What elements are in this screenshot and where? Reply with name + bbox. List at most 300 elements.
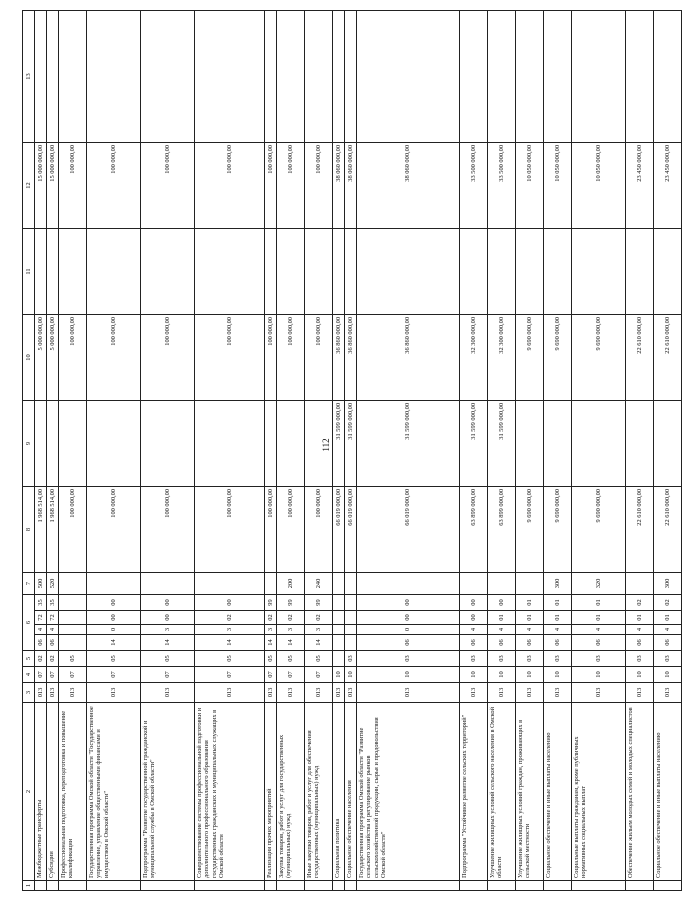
table-row [277,10,305,890]
amount-cell [59,400,87,486]
target-article-part-cell: 35 [35,594,47,610]
target-article-part-cell: 14 [265,635,277,651]
amount-cell [47,400,59,486]
target-article-part-cell: 06 [626,635,654,651]
header-cell: 2 [23,703,35,881]
page-number: 112 [321,438,331,452]
subsection-code-cell: 05 [141,651,195,667]
blank-cell [488,881,516,891]
target-article-part-cell: 06 [572,635,626,651]
expense-type-cell: 320 [572,572,626,594]
section-code-cell: 07 [265,667,277,683]
table-row [572,10,626,890]
target-article-part-cell: 01 [516,594,544,610]
table-row [654,10,682,890]
amount-cell [516,10,544,142]
target-article-part-cell: 02 [195,611,265,625]
amount-cell: 9 690 000,00 [516,314,544,400]
section-code-cell: 07 [87,667,141,683]
target-article-part-cell: 14 [277,635,305,651]
section-code-cell: 07 [195,667,265,683]
target-article-part-cell: 14 [195,635,265,651]
header-cell: 12 [23,142,35,228]
amount-cell [265,228,277,314]
item-name-cell: Совершенствование системы профессиональной подготовки и дополнительного профессионального образования государственных гражданских и муниципальных служащих в Омской области [195,703,265,881]
expense-type-cell [460,572,488,594]
ministry-code-cell: 013 [357,683,460,703]
subsection-code-cell: 03 [357,651,460,667]
expense-type-cell: 200 [277,572,305,594]
target-article-part-cell [333,611,345,625]
amount-cell: 100 000,00 [141,142,195,228]
table-row [59,10,87,890]
amount-cell: 66 019 000,00 [357,486,460,572]
item-name-cell: Социальное обеспечение и иные выплаты населению [654,703,682,881]
table-row [141,10,195,890]
table-row [305,10,333,890]
ministry-code-cell: 013 [59,683,87,703]
item-name-cell: Субсидии [47,703,59,881]
amount-cell: 9 690 000,00 [572,486,626,572]
target-article-part-cell: 4 [572,625,626,635]
header-cell: 1 [23,881,35,891]
target-article-part-cell [333,625,345,635]
target-article-part-cell: 06 [357,635,460,651]
target-article-part-cell: 0 [357,625,460,635]
item-name-cell: Государственная программа Омской области "Развитие сельского хозяйства и регулирование рынков сельскохозяйственной продукции, сырья и продовольствия Омской области" [357,703,460,881]
amount-cell [516,228,544,314]
header-cell: 10 [23,314,35,400]
blank-cell [35,881,47,891]
target-article-part-cell: 72 [47,611,59,625]
amount-cell [544,228,572,314]
amount-cell [265,10,277,142]
amount-cell: 15 000 000,00 [47,142,59,228]
subsection-code-cell: 05 [305,651,333,667]
amount-cell [59,228,87,314]
amount-cell [87,228,141,314]
amount-cell [87,10,141,142]
target-article-part-cell: 06 [47,635,59,651]
amount-cell: 22 610 000,00 [654,486,682,572]
target-article-part-cell: 00 [141,594,195,610]
section-code-cell: 10 [516,667,544,683]
amount-cell [572,228,626,314]
amount-cell [141,10,195,142]
amount-cell [333,10,345,142]
amount-cell: 15 000 000,00 [35,142,47,228]
amount-cell: 23 450 000,00 [626,142,654,228]
amount-cell: 9 690 000,00 [544,486,572,572]
expense-type-cell: 300 [654,572,682,594]
item-name-cell: Улучшение жилищных условий граждан, проживающих в сельской местности [516,703,544,881]
target-article-part-cell: 06 [460,635,488,651]
subsection-code-cell: 03 [654,651,682,667]
section-code-cell: 07 [59,667,87,683]
amount-cell: 31 599 000,00 [333,400,345,486]
ministry-code-cell: 013 [333,683,345,703]
expense-type-cell [345,572,357,594]
item-name-cell: Государственная программа Омской области "Государственное управление, управление общественными финансами и имуществом в Омской области" [87,703,141,881]
item-name-cell: Социальное обеспечение и иные выплаты населению [544,703,572,881]
budget-table [22,10,682,891]
table-row [345,10,357,890]
item-name-cell: Подпрограмма "Развитие государственной гражданской и муниципальной службы в Омской области" [141,703,195,881]
item-name-cell: Обеспечение жильем молодых семей и молодых специалистов [626,703,654,881]
target-article-part-cell [59,611,87,625]
subsection-code-cell [333,651,345,667]
amount-cell [572,10,626,142]
target-article-part-cell [59,625,87,635]
target-article-part-cell: 06 [544,635,572,651]
target-article-part-cell: 14 [141,635,195,651]
target-article-part-cell: 4 [35,625,47,635]
table-row [35,10,47,890]
target-article-part-cell: 00 [195,594,265,610]
ministry-code-cell: 013 [626,683,654,703]
amount-cell: 32 300 000,00 [488,314,516,400]
blank-cell [626,881,654,891]
expense-type-cell: 500 [35,572,47,594]
amount-cell [305,228,333,314]
header-cell: 4 [23,667,35,683]
ministry-code-cell: 013 [544,683,572,703]
amount-cell: 100 000,00 [59,142,87,228]
target-article-part-cell: 35 [47,594,59,610]
amount-cell: 33 500 000,00 [460,142,488,228]
section-code-cell: 10 [357,667,460,683]
section-code-cell: 07 [305,667,333,683]
blank-cell [195,881,265,891]
section-code-cell: 10 [544,667,572,683]
item-name-cell: Иные закупки товаров, работ и услуг для обеспечения государственных (муниципальных) нужд [305,703,333,881]
section-code-cell: 10 [345,667,357,683]
amount-cell: 100 000,00 [277,314,305,400]
amount-cell [654,10,682,142]
expense-type-cell [488,572,516,594]
amount-cell [516,400,544,486]
ministry-code-cell: 013 [35,683,47,703]
table-row [333,10,345,890]
amount-cell [141,228,195,314]
amount-cell [626,228,654,314]
section-code-cell: 07 [47,667,59,683]
item-name-cell: Подпрограмма "Устойчивое развитие сельских территорий" [460,703,488,881]
amount-cell [654,228,682,314]
amount-cell [654,400,682,486]
target-article-part-cell: 99 [265,594,277,610]
target-article-part-cell: 3 [195,625,265,635]
amount-cell: 66 019 000,00 [333,486,345,572]
amount-cell: 100 000,00 [305,314,333,400]
blank-cell [544,881,572,891]
expense-type-cell [87,572,141,594]
amount-cell: 100 000,00 [305,486,333,572]
target-article-part-cell: 3 [305,625,333,635]
expense-type-cell [333,572,345,594]
expense-type-cell [141,572,195,594]
amount-cell: 10 050 000,00 [516,142,544,228]
amount-cell [345,10,357,142]
target-article-part-cell: 14 [87,635,141,651]
blank-cell [357,881,460,891]
amount-cell [265,400,277,486]
amount-cell [305,400,333,486]
blank-cell [305,881,333,891]
amount-cell: 100 000,00 [141,314,195,400]
amount-cell: 63 899 000,00 [488,486,516,572]
header-cell: 3 [23,683,35,703]
amount-cell [626,10,654,142]
item-name-cell: Закупка товаров, работ и услуг для государственных (муниципальных) нужд [277,703,305,881]
amount-cell [626,400,654,486]
ministry-code-cell: 013 [516,683,544,703]
item-name-cell: Социальная политика [333,703,345,881]
amount-cell [195,228,265,314]
amount-cell [305,10,333,142]
section-code-cell: 10 [333,667,345,683]
amount-cell: 22 610 000,00 [626,314,654,400]
item-name-cell: Социальные выплаты гражданам, кроме публичных нормативных социальных выплат [572,703,626,881]
amount-cell: 100 000,00 [195,486,265,572]
amount-cell: 100 000,00 [59,314,87,400]
header-cell: 7 [23,572,35,594]
amount-cell [141,400,195,486]
blank-cell [265,881,277,891]
amount-cell [59,10,87,142]
header-cell: 9 [23,400,35,486]
amount-cell: 100 000,00 [305,142,333,228]
amount-cell [195,10,265,142]
target-article-part-cell: 02 [626,594,654,610]
budget-table-sheet [22,11,671,891]
amount-cell: 31 599 000,00 [345,400,357,486]
amount-cell [277,400,305,486]
amount-cell: 31 599 000,00 [460,400,488,486]
subsection-code-cell: 05 [265,651,277,667]
expense-type-cell [195,572,265,594]
table-row [87,10,141,890]
subsection-code-cell: 05 [277,651,305,667]
target-article-part-cell [333,635,345,651]
expense-type-cell: 300 [544,572,572,594]
amount-cell: 38 060 000,00 [333,142,345,228]
blank-cell [59,881,87,891]
amount-cell: 63 899 000,00 [460,486,488,572]
subsection-code-cell: 05 [59,651,87,667]
target-article-part-cell: 3 [277,625,305,635]
target-article-part-cell: 01 [488,611,516,625]
ministry-code-cell: 013 [305,683,333,703]
ministry-code-cell: 013 [488,683,516,703]
table-row [357,10,460,890]
amount-cell [277,10,305,142]
amount-cell: 36 860 000,00 [345,314,357,400]
amount-cell: 100 000,00 [265,142,277,228]
section-code-cell: 10 [654,667,682,683]
amount-cell [460,228,488,314]
target-article-part-cell: 06 [516,635,544,651]
header-cell: 8 [23,486,35,572]
amount-cell: 100 000,00 [265,486,277,572]
amount-cell [488,10,516,142]
target-article-part-cell [345,635,357,651]
amount-cell [544,400,572,486]
target-article-part-cell: 99 [277,594,305,610]
subsection-code-cell: 03 [488,651,516,667]
amount-cell: 33 500 000,00 [488,142,516,228]
header-cell: 13 [23,10,35,142]
target-article-part-cell: 01 [516,611,544,625]
amount-cell [572,400,626,486]
subsection-code-cell: 03 [626,651,654,667]
blank-cell [345,881,357,891]
expense-type-cell [59,572,87,594]
target-article-part-cell: 02 [277,611,305,625]
amount-cell [333,228,345,314]
target-article-part-cell: 00 [87,594,141,610]
target-article-part-cell: 4 [516,625,544,635]
table-row [488,10,516,890]
table-row [47,10,59,890]
expense-type-cell: 520 [47,572,59,594]
subsection-code-cell: 02 [47,651,59,667]
amount-cell: 66 019 000,00 [345,486,357,572]
subsection-code-cell: 03 [460,651,488,667]
target-article-part-cell [333,594,345,610]
blank-cell [572,881,626,891]
amount-cell: 100 000,00 [87,142,141,228]
ministry-code-cell: 013 [654,683,682,703]
target-article-part-cell [345,611,357,625]
amount-cell: 1 968 514,00 [47,486,59,572]
amount-cell: 10 050 000,00 [544,142,572,228]
target-article-part-cell: 01 [572,594,626,610]
target-article-part-cell: 14 [305,635,333,651]
target-article-part-cell: 06 [654,635,682,651]
amount-cell: 22 610 000,00 [654,314,682,400]
ministry-code-cell: 013 [277,683,305,703]
amount-cell: 5 000 000,00 [35,314,47,400]
expense-type-cell [265,572,277,594]
section-code-cell: 10 [488,667,516,683]
subsection-code-cell: 03 [345,651,357,667]
header-cell: 5 [23,651,35,667]
target-article-part-cell: 00 [488,594,516,610]
section-code-cell: 10 [460,667,488,683]
amount-cell: 10 050 000,00 [572,142,626,228]
amount-cell: 100 000,00 [277,142,305,228]
section-code-cell: 10 [572,667,626,683]
expense-type-cell [626,572,654,594]
amount-cell: 100 000,00 [277,486,305,572]
subsection-code-cell: 03 [572,651,626,667]
header-cell: 11 [23,228,35,314]
target-article-part-cell [345,625,357,635]
item-name-cell: Профессиональная подготовка, переподготовка и повышение квалификации [59,703,87,881]
section-code-cell: 07 [141,667,195,683]
target-article-part-cell: 4 [626,625,654,635]
amount-cell: 100 000,00 [195,142,265,228]
table-row [626,10,654,890]
target-article-part-cell: 01 [544,611,572,625]
subsection-code-cell: 03 [544,651,572,667]
target-article-part-cell: 00 [460,594,488,610]
amount-cell: 9 690 000,00 [572,314,626,400]
amount-cell: 9 690 000,00 [516,486,544,572]
table-row [460,10,488,890]
amount-cell: 100 000,00 [87,486,141,572]
ministry-code-cell: 013 [345,683,357,703]
amount-cell: 38 060 000,00 [345,142,357,228]
budget-table-body [23,10,682,890]
item-name-cell: Межбюджетные трансферты [35,703,47,881]
target-article-part-cell: 4 [47,625,59,635]
amount-cell [35,228,47,314]
amount-cell [357,228,460,314]
target-article-part-cell [59,635,87,651]
subsection-code-cell: 03 [516,651,544,667]
amount-cell [544,10,572,142]
target-article-part-cell: 4 [544,625,572,635]
ministry-code-cell: 013 [460,683,488,703]
section-code-cell: 07 [35,667,47,683]
amount-cell: 38 060 000,00 [357,142,460,228]
expense-type-cell [357,572,460,594]
target-article-part-cell: 02 [654,594,682,610]
target-article-part-cell: 06 [35,635,47,651]
target-article-part-cell: 00 [141,611,195,625]
expense-type-cell [516,572,544,594]
amount-cell: 100 000,00 [59,486,87,572]
target-article-part-cell: 01 [654,611,682,625]
blank-cell [654,881,682,891]
amount-cell: 100 000,00 [141,486,195,572]
section-code-cell: 07 [277,667,305,683]
target-article-part-cell: 3 [265,625,277,635]
blank-cell [333,881,345,891]
amount-cell: 1 968 514,00 [35,486,47,572]
target-article-part-cell: 00 [460,611,488,625]
amount-cell [357,10,460,142]
amount-cell [35,10,47,142]
ministry-code-cell: 013 [265,683,277,703]
amount-cell: 100 000,00 [87,314,141,400]
amount-cell: 31 599 000,00 [488,400,516,486]
amount-cell: 5 000 000,00 [47,314,59,400]
ministry-code-cell: 013 [141,683,195,703]
amount-cell: 9 690 000,00 [544,314,572,400]
target-article-part-cell [59,594,87,610]
section-code-cell: 10 [626,667,654,683]
target-article-part-cell [345,594,357,610]
target-article-part-cell: 01 [544,594,572,610]
amount-cell [35,400,47,486]
amount-cell [87,400,141,486]
amount-cell [47,228,59,314]
table-row [544,10,572,890]
target-article-part-cell: 4 [460,625,488,635]
blank-cell [87,881,141,891]
ministry-code-cell: 013 [195,683,265,703]
target-article-part-cell: 00 [87,611,141,625]
amount-cell [277,228,305,314]
target-article-part-cell: 00 [357,594,460,610]
amount-cell: 100 000,00 [265,314,277,400]
subsection-code-cell: 05 [87,651,141,667]
target-article-part-cell: 0 [87,625,141,635]
target-article-part-cell: 4 [488,625,516,635]
